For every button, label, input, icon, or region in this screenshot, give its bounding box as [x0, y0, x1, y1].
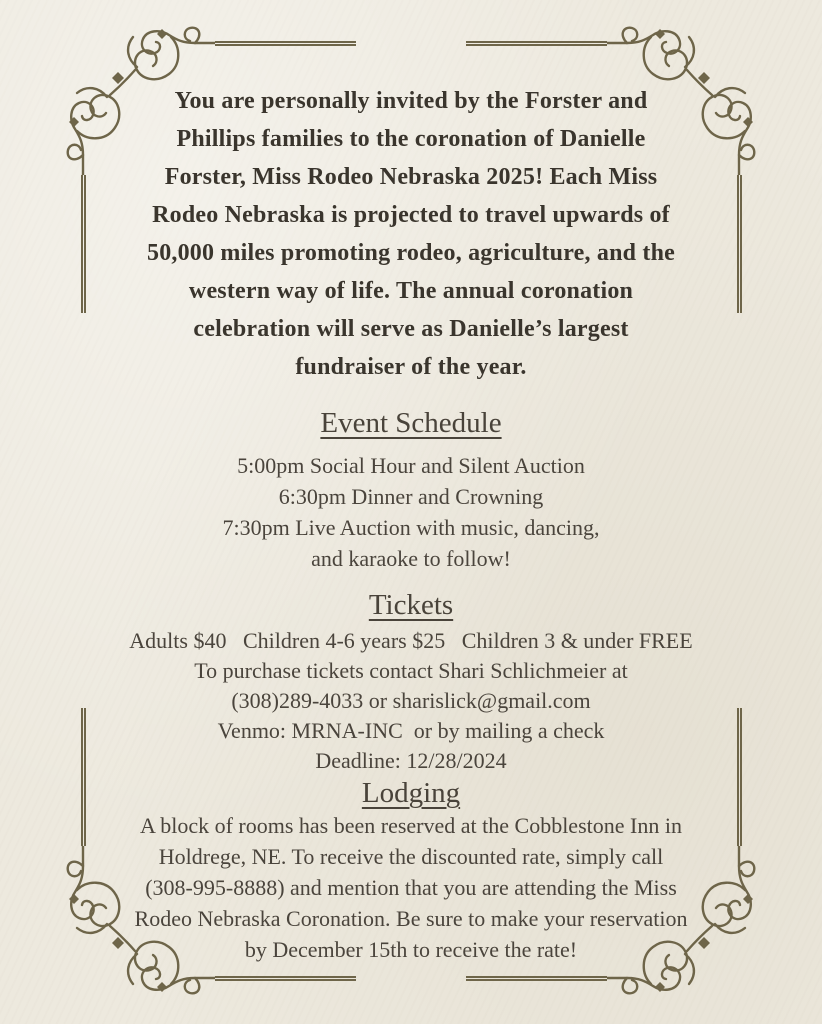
flyer-content — [61, 0, 761, 965]
text-line: western way of life. The annual coronation — [188, 278, 634, 304]
text-line: celebration will serve as Danielle’s largest — [193, 316, 629, 342]
text-line: Rodeo Nebraska is projected to travel upwards of — [152, 202, 670, 228]
text-line: 50,000 miles promoting rodeo, agriculture, and the — [147, 240, 675, 266]
text-line: fundraiser of the year. — [295, 354, 527, 380]
text-line: (308-995-8888) and mention that you are attending the Miss — [145, 875, 677, 900]
text-line: A block of rooms has been reserved at the Cobblestone Inn in — [140, 813, 682, 838]
text-line: by December 15th to receive the rate! — [244, 937, 578, 962]
section-title-tickets: Tickets — [368, 589, 454, 621]
text-line: and karaoke to follow! — [311, 546, 511, 571]
section-tickets — [61, 588, 761, 776]
text-line: 7:30pm Live Auction with music, dancing, — [222, 515, 600, 540]
section-lines-lodging — [61, 810, 761, 965]
text-line: Adults $40 Children 4-6 years $25 Children 3 & under FREE — [129, 628, 693, 653]
text-line: Deadline: 12/28/2024 — [315, 748, 507, 773]
section-lines-tickets — [61, 626, 761, 776]
text-line: To purchase tickets contact Shari Schlichmeier at — [194, 658, 628, 683]
section-lodging — [61, 776, 761, 965]
text-line: You are personally invited by the Forster and — [174, 88, 648, 114]
section-lines-event-schedule — [61, 450, 761, 574]
section-title-event-schedule: Event Schedule — [320, 407, 502, 439]
text-line: Holdrege, NE. To receive the discounted rate, simply call — [158, 844, 664, 869]
text-line: Forster, Miss Rodeo Nebraska 2025! Each Miss — [164, 164, 658, 190]
text-line: (308)289-4033 or sharislick@gmail.com — [231, 688, 591, 713]
section-title-lodging: Lodging — [361, 777, 461, 809]
section-event-schedule — [61, 406, 761, 574]
text-line: 5:00pm Social Hour and Silent Auction — [237, 453, 585, 478]
text-line: Phillips families to the coronation of Danielle — [176, 126, 646, 152]
text-line: 6:30pm Dinner and Crowning — [278, 484, 544, 509]
text-line: Venmo: MRNA-INC or by mailing a check — [217, 718, 605, 743]
border-segment-bottom-right — [466, 976, 607, 981]
intro-paragraph — [61, 82, 761, 386]
text-line: Rodeo Nebraska Coronation. Be sure to make your reservation — [134, 906, 688, 931]
border-segment-bottom-left — [215, 976, 356, 981]
